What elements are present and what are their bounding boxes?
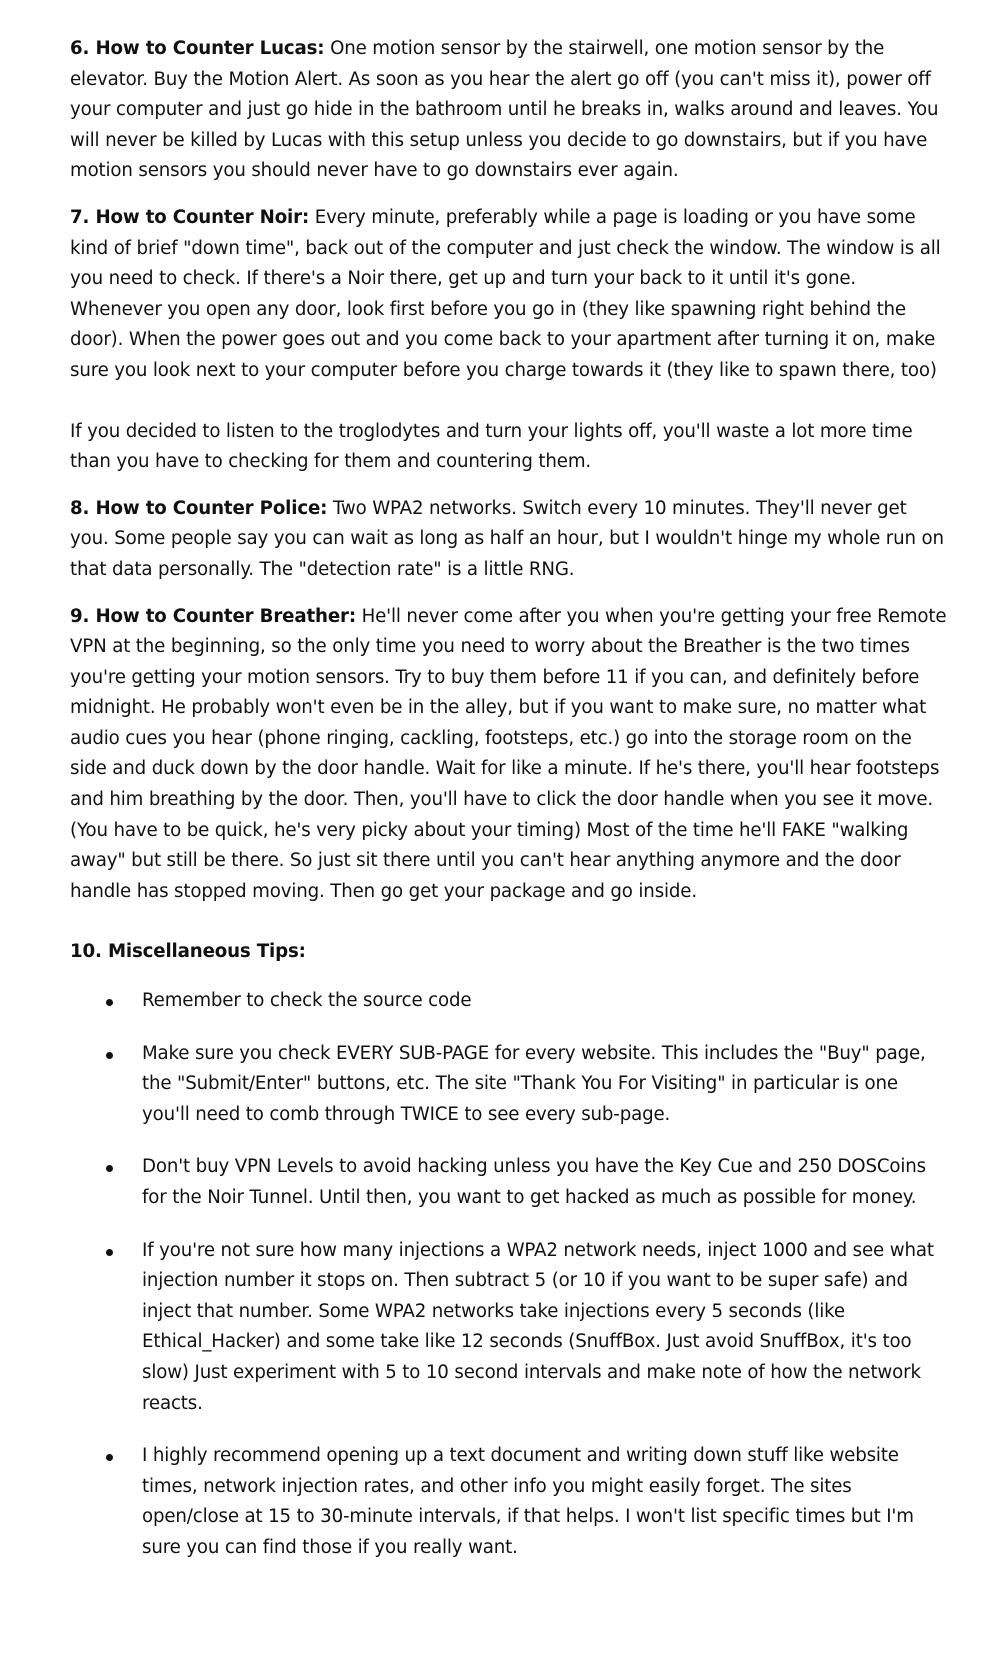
list-item: [70, 1441, 950, 1563]
section-counter-noir: [70, 203, 950, 387]
section-counter-police: [70, 494, 950, 586]
section-counter-lucas: [70, 34, 950, 187]
section-label: 8. How to Counter Police:: [70, 497, 328, 519]
tip-text: Don't buy VPN Levels to avoid hacking unless you have the Key Cue and 250 DOSCoins for the Noir Tunnel. Until then, you want to get hacked as much as possible for money.: [142, 1156, 926, 1208]
list-item: [70, 1236, 950, 1420]
bullet-icon: [106, 1454, 113, 1461]
list-item: [70, 1152, 950, 1213]
section-label: 9. How to Counter Breather:: [70, 605, 356, 627]
list-item: [70, 986, 950, 1017]
section-text: If you decided to listen to the troglodytes and turn your lights off, you'll waste a lot more time than you have to checking for them and countering them.: [70, 420, 913, 473]
tip-text: If you're not sure how many injections a WPA2 network needs, inject 1000 and see what injection number it stops on. Then subtract 5 (or 10 if you want to be super safe) and inject that number. Some WPA2 networks take injections every 5 seconds (like Ethical_Hacker) and some take like 12 seconds (SnuffBox. Just avoid SnuffBox, it's too slow) Just experiment with 5 to 10 second intervals and make note of how the network reacts.: [142, 1239, 934, 1414]
list-item: [70, 1039, 950, 1131]
section-lights-note: [70, 417, 950, 478]
bullet-icon: [106, 999, 113, 1006]
tip-text: Remember to check the source code: [142, 990, 472, 1012]
document-page: [70, 34, 950, 1586]
misc-tips-heading: 10. Miscellaneous Tips:: [70, 941, 306, 963]
bullet-icon: [106, 1249, 113, 1256]
misc-tips-list: [70, 986, 950, 1564]
section-text: He'll never come after you when you're getting your free Remote VPN at the beginning, so the only time you need to worry about the Breather is the two times you're getting your motion sensors. Try to buy them before 11 if you can, and definitely before midnight. He probably won't even be in the alley, but if you want to make sure, no matter what audio cues you hear (phone ringing, cackling, footsteps, etc.) go into the storage room on the side and duck down by the door handle. Wait for like a minute. If he's there, you'll hear footsteps and him breathing by the door. Then, you'll have to click the door handle when you see it move. (You have to be quick, he's very picky about your timing) Most of the time he'll FAKE "walking away" but still be there. So just sit there until you can't hear anything anymore and the door handle has stopped moving. Then go get your package and go inside.: [70, 605, 947, 902]
section-text: Every minute, preferably while a page is loading or you have some kind of brief "down time", back out of the computer and just check the window. The window is all you need to check. If there's a Noir there, get up and turn your back to it until it's gone. Whenever you open any door, look first before you go in (they like spawning right behind the door). When the power goes out and you come back to your apartment after turning it on, make sure you look next to your computer before you charge towards it (they like to spawn there, too): [70, 206, 941, 381]
bullet-icon: [106, 1052, 113, 1059]
section-text: Two WPA2 networks. Switch every 10 minutes. They'll never get you. Some people say you can wait as long as half an hour, but I wouldn't hinge my whole run on that data personally. The "detection rate" is a little RNG.: [70, 497, 944, 580]
section-label: 7. How to Counter Noir:: [70, 206, 310, 228]
bullet-icon: [106, 1165, 113, 1172]
section-label: 6. How to Counter Lucas:: [70, 38, 325, 59]
tip-text: Make sure you check EVERY SUB-PAGE for every website. This includes the "Buy" page, the "Submit/Enter" buttons, etc. The site "Thank You For Visiting" in particular is one you'll need to comb through TWICE to see every sub-page.: [142, 1042, 926, 1125]
section-counter-breather: [70, 602, 950, 908]
section-text: One motion sensor by the stairwell, one motion sensor by the elevator. Buy the Motion Alert. As soon as you hear the alert go off (you can't miss it), power off your computer and just go hide in the bathroom until he breaks in, walks around and leaves. You will never be killed by Lucas with this setup unless you decide to go downstairs, but if you have motion sensors you should never have to go downstairs ever again.: [70, 38, 939, 182]
tip-text: I highly recommend opening up a text document and writing down stuff like website times, network injection rates, and other info you might easily forget. The sites open/close at 15 to 30-minute intervals, if that helps. I won't list specific times but I'm sure you can find those if you really want.: [142, 1445, 914, 1558]
